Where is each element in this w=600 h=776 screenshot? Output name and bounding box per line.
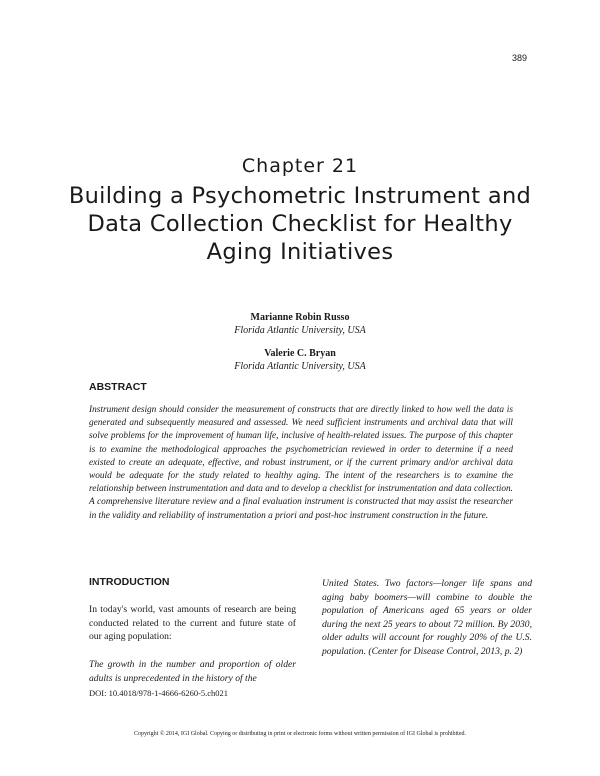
chapter-label: Chapter 21 — [241, 155, 359, 177]
introduction-heading: INTRODUCTION — [89, 576, 170, 588]
block-quote-part-2: United States. Two factors—longer life spans and aging baby boomers—will combine to double the population of Americans aged 65 years or older during the next 25 years to about 72 million. By 2030, older adults will account for roughly 20% of the U.S. population. (Center for Disease Control, 2013, p. 2) — [322, 578, 532, 657]
copyright-notice: Copyright © 2014, IGI Global. Copying or distributing in print or electronic forms without written permission of IGI Global is prohibited. — [133, 731, 466, 737]
block-quote-part-1: The growth in the number and proportion of older adults is unprecedented in the history of the — [89, 659, 296, 684]
author-name: Marianne Robin Russo — [250, 312, 350, 323]
author-name: Valerie C. Bryan — [264, 348, 336, 359]
doi-line: DOI: 10.4018/978-1-4666-6260-5.ch021 — [89, 688, 229, 698]
introduction-paragraph: In today's world, vast amounts of research are being conducted related to the current and future state of our aging population: — [89, 604, 296, 642]
author-affiliation: Florida Atlantic University, USA — [234, 361, 366, 372]
author-affiliation: Florida Atlantic University, USA — [234, 325, 366, 336]
abstract-body: Instrument design should consider the measurement of constructs that are directly linked to how well the data is generated and subsequently measured and assessed. We need sufficient instruments and archival data that will solve problems for the improvement of human life, inclusive of health-related issues. The purpose of this chapter is to examine the methodological approaches the psychometrician reviewed in order to determine if a need existed to create an adequate, effective, and robust instrument, or if the current primary and/or archival data would be adequate for the study related to healthy aging. The intent of the researchers is to examine the relationship between instrumentation and data and to develop a checklist for instrumentation and data collection. A comprehensive literature review and a final evaluation instrument is constructed that may assist the researcher in the validity and reliability of instrumentation a priori and post-hoc instrument construction in the future. — [89, 405, 513, 521]
abstract-heading: ABSTRACT — [89, 381, 147, 393]
chapter-title: Building a Psychometric Instrument and Data Collection Checklist for Healthy Aging Initiatives — [68, 183, 532, 265]
author-block — [0, 311, 600, 337]
page-number: 389 — [511, 53, 527, 63]
author-block — [0, 347, 600, 373]
